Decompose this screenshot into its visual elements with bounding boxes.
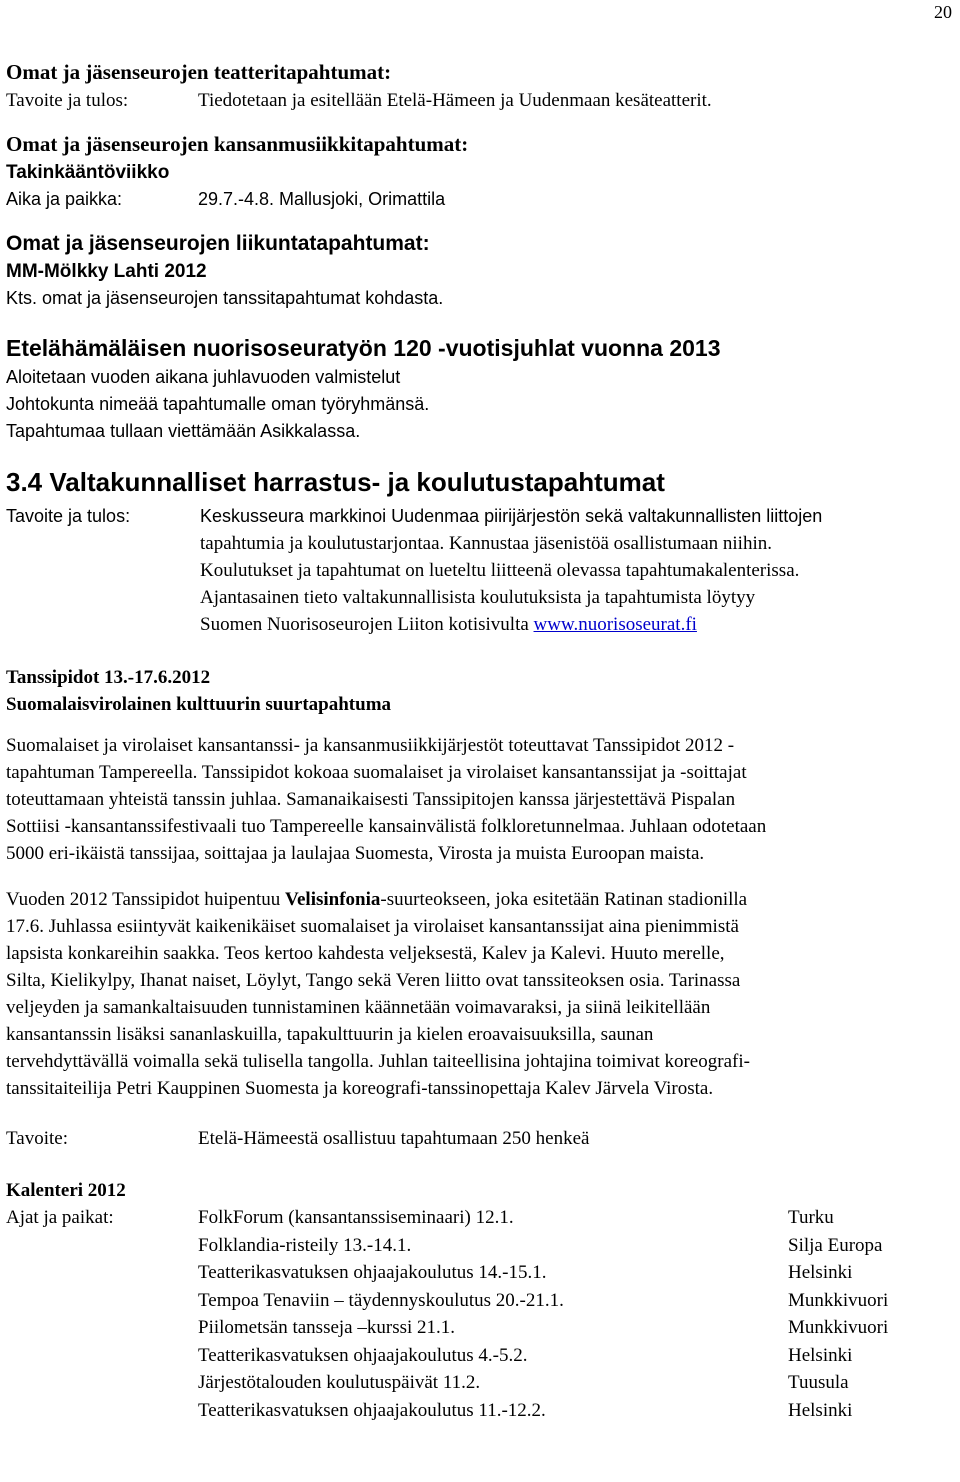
calendar-place: Turku [788,1207,834,1228]
folk-music-heading: Omat ja jäsenseurojen kansanmusiikkitapahtumat: [6,132,469,156]
calendar-row [6,1369,956,1397]
calendar-event: Järjestötalouden koulutuspäivät 11.2. [198,1372,481,1393]
paragraph-line: 17.6. Juhlassa esiintyvät kaikenikäiset suomalaiset ja virolaiset kansantanssijat aina pienimmistä [6,916,739,937]
calendar-section [6,1177,956,1424]
calendar-place: Tuusula [788,1372,849,1393]
national-goal-line: Koulutukset ja tapahtumat on lueteltu liitteenä olevassa tapahtumakalenterissa. [200,560,800,581]
calendar-row [6,1397,956,1425]
jubilee-line: Johtokunta nimeää tapahtumalle oman työryhmänsä. [6,394,430,414]
calendar-event: Teatterikasvatuksen ohjaajakoulutus 14.-15.1. [198,1262,547,1283]
calendar-event: FolkForum (kansantanssiseminaari) 12.1. [198,1207,514,1228]
paragraph-line: 5000 eri-ikäistä tanssijaa, soittajaa ja laulajaa Suomesta, Virosta ja muista Euroopan maista. [6,843,705,864]
calendar-event: Teatterikasvatuksen ohjaajakoulutus 4.-5.2. [198,1344,528,1366]
tanssipidot-subheading: Suomalaisvirolainen kulttuurin suurtapahtuma [6,694,392,715]
calendar-place: Helsinki [788,1399,853,1421]
document-body [6,58,956,1424]
theatre-goal-row [6,87,956,114]
theatre-goal-label: Tavoite ja tulos: [6,90,129,111]
paragraph-line: tervehdyttävällä voimalla sekä tulisella tangolla. Juhlan taiteellisina johtajina toimivat koreografi- [6,1051,750,1072]
nuorisoseurat-link[interactable]: www.nuorisoseurat.fi [533,614,697,635]
calendar-place: Munkkivuori [788,1289,889,1311]
calendar-row [6,1342,956,1370]
paragraph-line: Silta, Kielikylpy, Ihanat naiset, Löylyt, Tango sekä Veren liitto ovat tanssiteoksen osia. Tarinassa [6,970,741,991]
national-goal-last-line [200,611,822,638]
calendar-row [6,1259,956,1287]
para2-suffix: -suurteokseen, joka esitetään Ratinan stadionilla [380,889,748,910]
folk-music-time-row [6,186,956,213]
tanssipidot-goal-text: Etelä-Hämeestä osallistuu tapahtumaan 250 henkeä [198,1128,590,1149]
tanssipidot-goal-row [6,1125,956,1152]
tanssipidot-paragraph-2 [6,886,956,1102]
theatre-heading: Omat ja jäsenseurojen teatteritapahtumat: [6,60,392,84]
calendar-place: Silja Europa [788,1234,883,1256]
sports-heading: Omat ja jäsenseurojen liikuntatapahtumat: [6,232,430,255]
sports-text: Kts. omat ja jäsenseurojen tanssitapahtumat kohdasta. [6,288,444,308]
tanssipidot-goal-label: Tavoite: [6,1128,68,1149]
paragraph-line: kansantanssin lisäksi sananlaskuilla, tapakulttuurin ja kielen eroavaisuuksilla, saunan [6,1024,654,1045]
paragraph-line: tapahtuman Tampereella. Tanssipidot kokoaa suomalaiset ja virolaiset kansantanssijat ja -soittajat [6,762,747,783]
calendar-row [6,1314,956,1342]
calendar-place: Helsinki [788,1262,853,1283]
tanssipidot-paragraph-1 [6,732,956,867]
calendar-row [6,1287,956,1315]
calendar-place: Munkkivuori [788,1317,889,1338]
calendar-event: Teatterikasvatuksen ohjaajakoulutus 11.-12.2. [198,1399,546,1421]
calendar-heading: Kalenteri 2012 [6,1180,126,1201]
theatre-section [6,58,956,114]
national-section [6,465,956,638]
jubilee-section [6,332,956,445]
national-heading: 3.4 Valtakunnalliset harrastus- ja koulutustapahtumat [6,467,665,497]
tanssipidot-section [6,664,956,1152]
jubilee-line: Aloitetaan vuoden aikana juhlavuoden valmistelut [6,367,401,387]
calendar-label: Ajat ja paikat: [6,1207,114,1228]
folk-music-time-label: Aika ja paikka: [6,189,123,209]
folk-music-section [6,130,956,213]
calendar-event: Tempoa Tenaviin – täydennyskoulutus 20.-21.1. [198,1289,564,1311]
calendar-event: Piilometsän tansseja –kurssi 21.1. [198,1317,456,1338]
paragraph-line: Suomalaiset ja virolaiset kansantanssi- ja kansanmusiikkijärjestöt toteuttavat Tanssipidot 2012 - [6,735,735,756]
jubilee-heading: Etelähämäläisen nuorisoseuratyön 120 -vuotisjuhlat vuonna 2013 [6,335,721,361]
sports-subheading: MM-Mölkky Lahti 2012 [6,261,207,282]
velisinfonia-bold: Velisinfonia [285,889,381,910]
national-goal-line: Ajantasainen tieto valtakunnallisista koulutuksista ja tapahtumista löytyy [200,587,756,608]
calendar-event: Folklandia-risteily 13.-14.1. [198,1234,412,1256]
national-goal-row [6,503,956,638]
folk-music-subheading: Takinkääntöviikko [6,162,170,183]
calendar-row [6,1232,956,1260]
page-number: 20 [934,2,952,22]
paragraph-line: lapsista konkareihin saakka. Teos kertoo kahdesta veljeksestä, Kalev ja Kalevi. Huuto merelle, [6,943,725,964]
national-goal-prefix: Suomen Nuorisoseurojen Liiton kotisivulta [200,614,534,635]
para2-prefix: Vuoden 2012 Tanssipidot huipentuu [6,889,285,910]
theatre-goal-text: Tiedotetaan ja esitellään Etelä-Hämeen ja Uudenmaan kesäteatterit. [198,90,712,111]
calendar-row [6,1204,956,1232]
national-goal-text [200,503,822,638]
sports-section [6,229,956,312]
national-goal-label: Tavoite ja tulos: [6,506,131,526]
national-goal-line: tapahtumia ja koulutustarjontaa. Kannustaa jäsenistöä osallistumaan niihin. [200,533,772,554]
paragraph-line: tanssitaiteilija Petri Kauppinen Suomesta ja koreografi-tanssinopettaja Kalev Järvela Virosta. [6,1078,714,1099]
paragraph-line: toteuttamaan yhteistä tanssin juhlaa. Samanaikaisesti Tanssipitojen kanssa järjestettävä Pispalan [6,789,736,810]
national-goal-line: Keskusseura markkinoi Uudenmaa piirijärjestön sekä valtakunnallisten liittojen [200,506,823,526]
paragraph-line: veljeyden ja samankaltaisuuden tunnistaminen käännetään voimavaraksi, ja siinä leikitellään [6,997,711,1018]
paragraph-line [6,886,956,913]
paragraph-line: Sottiisi -kansantanssifestivaali tuo Tampereelle kansainvälistä folkloretunnelmaa. Juhlaan odotetaan [6,816,767,837]
folk-music-time-text: 29.7.-4.8. Mallusjoki, Orimattila [198,189,446,209]
jubilee-line: Tapahtumaa tullaan viettämään Asikkalassa. [6,421,361,441]
tanssipidot-heading: Tanssipidot 13.-17.6.2012 [6,667,211,688]
calendar-place: Helsinki [788,1344,853,1366]
calendar-table [6,1204,956,1424]
